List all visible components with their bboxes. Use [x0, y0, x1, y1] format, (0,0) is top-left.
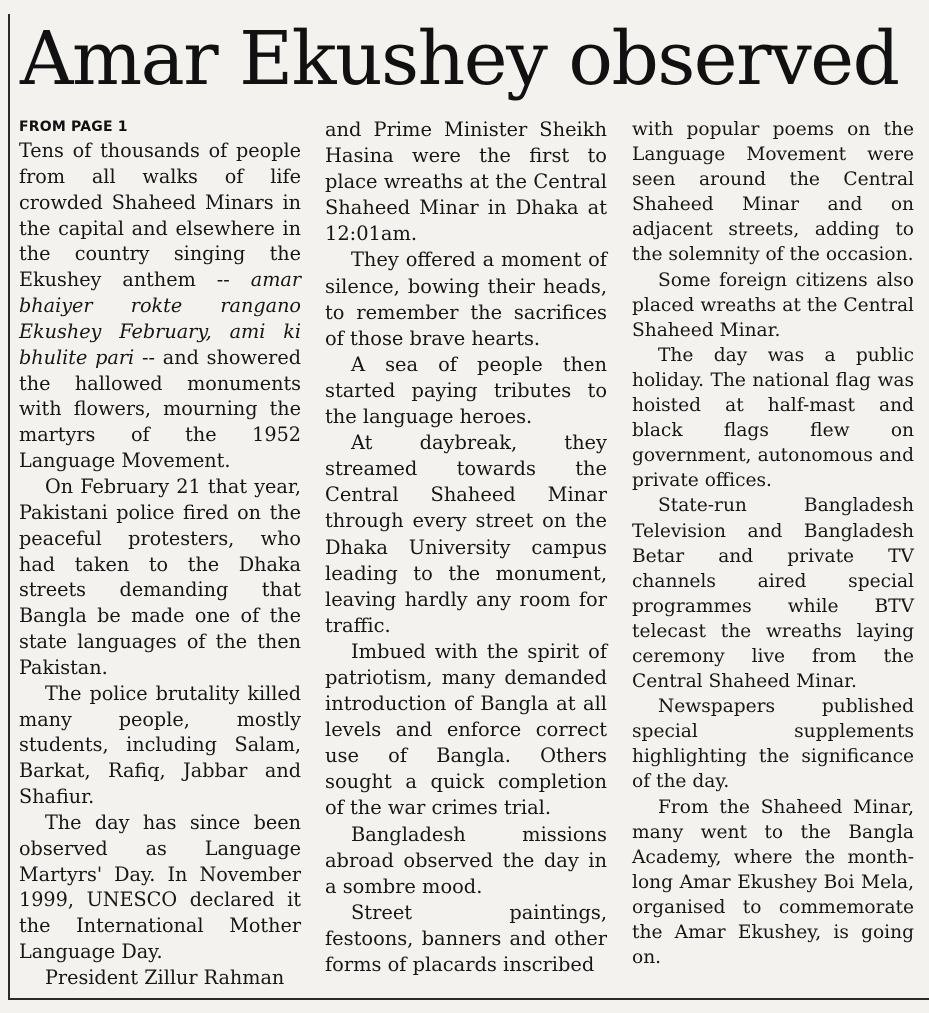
paragraph: The day has since been observed as Language Martyrs' Day. In November 1999, UNESCO declared it the International Mother Language Day.	[19, 810, 301, 964]
paragraph: State-run Bangladesh Television and Bangladesh Betar and private TV channels aired special programmes while BTV telecast the wreaths laying ceremony live from the Central Shaheed Minar.	[632, 495, 914, 693]
paragraph: At daybreak, they streamed towards the Central Shaheed Minar through every street on the Dhaka University campus leading to the monument, leaving hardly any room for traffic.	[325, 431, 607, 637]
paragraph: Bangladesh missions abroad observed the day in a sombre mood.	[325, 822, 607, 898]
paragraph-text: Tens of thousands of people from all walks of life crowded Shaheed Minars in the capital and elsewhere in the country singing the Ekushey anthem --	[19, 139, 301, 292]
column-2	[325, 117, 607, 978]
column-3	[632, 117, 914, 970]
paragraph: On February 21 that year, Pakistani police fired on the peaceful protesters, who had taken to the Dhaka streets demanding that Bangla be made one of the state languages of the then Pakistan.	[19, 474, 301, 679]
kicker-from-page: FROM PAGE 1	[19, 119, 128, 135]
paragraph: with popular poems on the Language Movement were seen around the Central Shaheed Minar and on adjacent streets, adding to the solemnity of the occasion.	[632, 119, 914, 266]
left-column-rule	[8, 14, 10, 999]
headline: Amar Ekushey observed	[20, 16, 899, 102]
column-1	[19, 118, 301, 991]
paragraph: They offered a moment of silence, bowing their heads, to remember the sacrifices of those brave hearts.	[325, 248, 607, 350]
paragraph: From the Shaheed Minar, many went to the Bangla Academy, where the month-long Amar Ekushey Boi Mela, organised to commemorate the Amar Ekushey, is going on.	[632, 796, 914, 969]
paragraph: The day was a public holiday. The national flag was hoisted at half-mast and black flags flew on government, autonomous and private offices.	[632, 344, 914, 492]
paragraph: Street paintings, festoons, banners and other forms of placards inscribed	[325, 900, 607, 976]
anthem-lyric: amar bhaiyer rokte rangano Ekushey February, ami ki bhulite pari	[19, 268, 301, 369]
paragraph: President Zillur Rahman	[45, 966, 285, 989]
paragraph-text: -- and showered the hallowed monuments with flowers, mourning the martyrs of the 1952 Language Movement.	[19, 345, 301, 473]
paragraph: Imbued with the spirit of patriotism, many demanded introduction of Bangla at all levels and enforce correct use of Bangla. Others sought a quick completion of the war crimes trial.	[325, 639, 607, 820]
paragraph: Some foreign citizens also placed wreaths at the Central Shaheed Minar.	[632, 269, 914, 341]
paragraph	[19, 138, 301, 474]
paragraph: A sea of people then started paying tributes to the language heroes.	[325, 352, 607, 429]
bottom-rule	[8, 998, 929, 1000]
paragraph: and Prime Minister Sheikh Hasina were the first to place wreaths at the Central Shaheed Minar in Dhaka at 12:01am.	[325, 118, 607, 246]
paragraph: The police brutality killed many people, mostly students, including Salam, Barkat, Rafiq, Jabbar and Shafiur.	[19, 681, 301, 809]
paragraph: Newspapers published special supplements highlighting the significance of the day.	[632, 696, 914, 793]
